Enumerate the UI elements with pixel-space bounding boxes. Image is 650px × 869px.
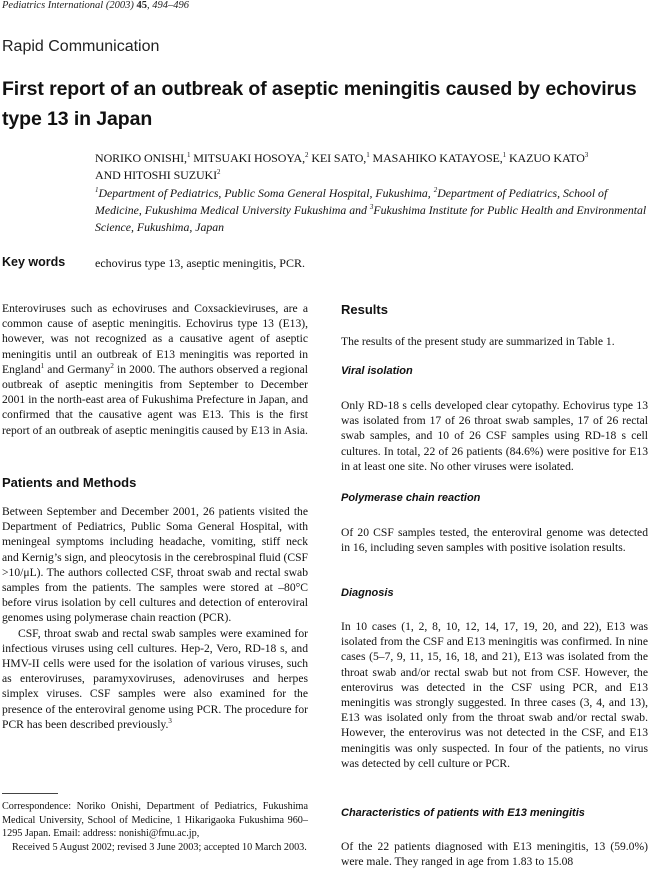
diagnosis-paragraph: In 10 cases (1, 2, 8, 10, 12, 14, 17, 19, 20, and 22), E13 was isolated from the CSF and E13 meningitis was confirmed. In nine cases (5–7, 9, 11, 15, 16, 18, and 21), E13 was isolated from the throat swab and/or rectal swab but not from CSF. However, the enterovirus was detected in the CSF using PCR, and E13 meningitis was strongly suggested. In three cases (3, 4, and 13), E13 was isolated only from the throat swab and/or rectal swab. However, the enterovirus was not detected in the CSF, and E13 meningitis was only suspected. In four of the patients, no virus was detected by cell culture or PCR. [341, 620, 648, 770]
article-title: First report of an outbreak of aseptic meningitis caused by echovirus type 13 in Japan [2, 78, 637, 130]
footnote-rule [2, 793, 58, 794]
text-run: CSF, throat swab and rectal swab samples were examined for infectious viruses using cell cultures. Hep-2, Vero, RD-18 s, and HMV-II cells were used for the isolation of various viruses, such as enteroviruses, paramyxoviruses, adenoviruses and herpes simplex viruses. CSF samples were also examined for the presence of the enteroviral genome using PCR. The procedure for PCR has been described previously. [2, 626, 308, 731]
author: KEI SATO, [311, 151, 367, 165]
left-column [2, 301, 308, 732]
correspondence-text: Correspondence: Noriko Onishi, Department of Pediatrics, Fukushima Medical University, School of Medicine, 1 Hikarigaoka Fukushima 960–1295 Japan. Email: address: nonishi@fmu.ac.jp, [2, 801, 308, 840]
affil-marker: 1 [186, 151, 191, 159]
citation-ref: 2 [110, 361, 114, 370]
journal-pages: , 494–496 [146, 0, 189, 11]
affiliation-text: Fukushima Institute for Public Health and Environmental Science, Fukushima, Japan [95, 203, 647, 234]
methods-paragraph [2, 626, 308, 732]
author: AND HITOSHI SUZUKI [95, 168, 217, 182]
affil-marker: 2 [305, 151, 309, 159]
affil-marker: 1 [366, 151, 370, 159]
received-dates: Received 5 August 2002; revised 3 June 2003; accepted 10 March 2003. [12, 841, 307, 853]
text-run: and Germany [44, 362, 111, 376]
affil-marker: 1 [502, 151, 507, 159]
affil-marker: 1 [95, 186, 99, 195]
diagnosis-heading: Diagnosis [341, 587, 394, 599]
viral-isolation-heading: Viral isolation [341, 365, 413, 377]
citation-ref: 1 [40, 361, 45, 370]
author-list [95, 150, 647, 184]
characteristics-paragraph: Of the 22 patients diagnosed with E13 meningitis, 13 (59.0%) were male. They ranged in age from 1.83 to 15.08 [341, 840, 648, 869]
journal-name: Pediatrics International [2, 0, 104, 11]
journal-year: (2003) [105, 0, 134, 11]
text-run: Enteroviruses such as echoviruses and Coxsackieviruses, are a common cause of aseptic meningitis. Echovirus type 13 (E13), however, was not recognized as a causative agent of aseptic meningitis until an outbreak of E13 meningitis was reported in England [2, 302, 308, 376]
viral-isolation-paragraph: Only RD-18 s cells developed clear cytopathy. Echovirus type 13 was isolated from 17 of 26 throat swab samples, 17 of 26 rectal swab samples, and 10 of 26 CSF samples using RD-18 s cell cultures. In total, 22 of 26 patients (84.6%) were positive for E13 in at least one site. No other viruses were isolated. [341, 399, 648, 473]
keywords-label: Key words [2, 255, 66, 269]
affil-marker: 2 [433, 186, 438, 195]
affiliations [95, 185, 647, 236]
affil-marker: 3 [369, 203, 374, 212]
methods-paragraph: Between September and December 2001, 26 patients visited the Department of Pediatrics, Public Soma General Hospital, with meningeal symptoms including headache, vomiting, stiff neck and Kernig’s sign, and pleocytosis in the cerebrospinal fluid (CSF >10/μL). The authors collected CSF, throat swab and rectal swab samples from the patients. The samples were stored at –80°C before virus isolation by cell cultures and detection of enteroviral genomes using polymerase chain reaction (PCR). [2, 505, 308, 625]
author: NORIKO ONISHI, [95, 151, 187, 165]
intro-paragraph [2, 301, 308, 438]
author: KAZUO KATO [508, 151, 585, 165]
affiliation-text: Department of Pediatrics, Public Soma General Hospital, Fukushima, [98, 186, 434, 200]
keywords-text: echovirus type 13, aseptic meningitis, PCR. [95, 256, 305, 270]
results-intro: The results of the present study are summarized in Table 1. [341, 335, 615, 348]
journal-citation [2, 0, 189, 11]
pcr-heading: Polymerase chain reaction [341, 492, 481, 504]
affil-marker: 3 [584, 151, 589, 159]
citation-ref: 3 [168, 717, 172, 726]
methods-heading: Patients and Methods [2, 474, 137, 490]
text-run: in 2000. The authors observed a regional outbreak of aseptic meningitis from September to December 2001 in the north-east area of Fukushima Prefecture in Japan, and confirmed that the causative agent was E13. This is the first report of an outbreak of aseptic meningitis caused by E13 in Asia. [2, 362, 308, 437]
affiliation-text: Department of Pediatrics, School of Medicine, Fukushima Medical University Fukushima and [95, 186, 608, 217]
pcr-paragraph: Of 20 CSF samples tested, the enteroviral genome was detected in 16, including seven samples with positive isolation results. [341, 526, 648, 555]
affil-marker: 2 [216, 168, 221, 176]
author: MITSUAKI HOSOYA, [193, 151, 305, 165]
journal-volume: 45 [136, 0, 147, 11]
author: MASAHIKO KATAYOSE, [372, 151, 503, 165]
article-type: Rapid Communication [2, 38, 160, 55]
results-heading: Results [341, 302, 388, 317]
characteristics-heading: Characteristics of patients with E13 meningitis [341, 807, 585, 819]
correspondence-footnote [2, 800, 308, 854]
